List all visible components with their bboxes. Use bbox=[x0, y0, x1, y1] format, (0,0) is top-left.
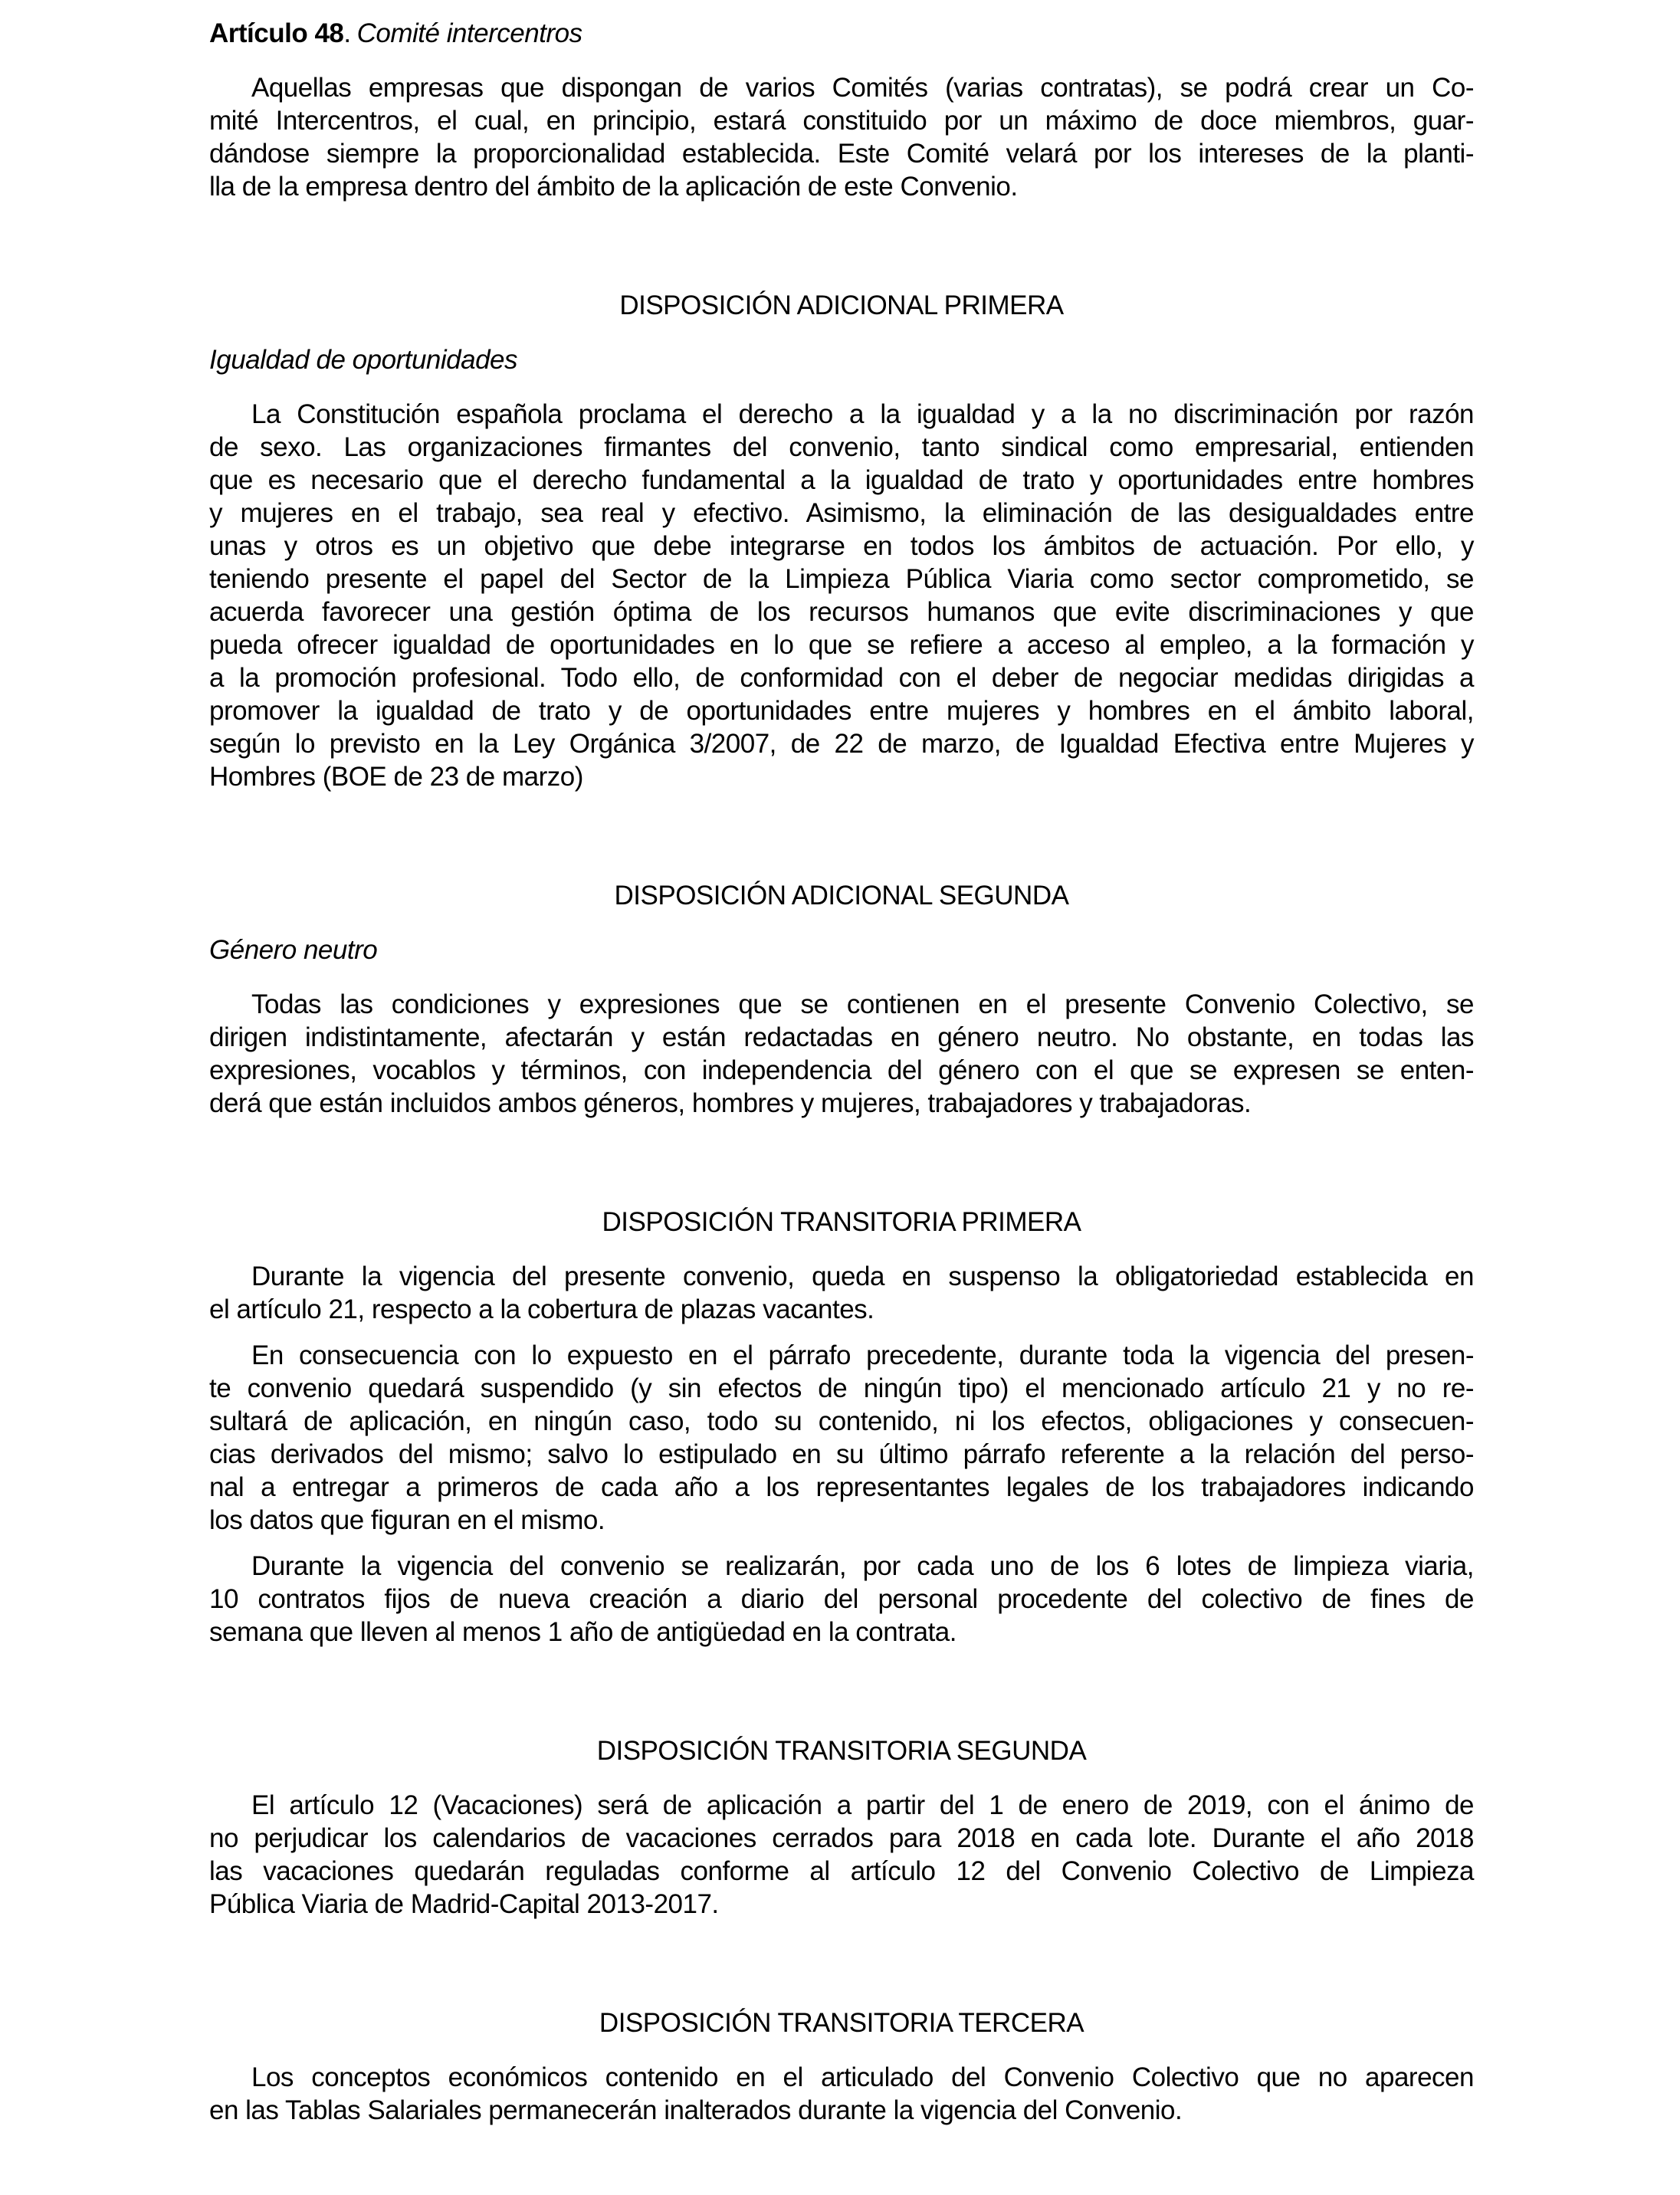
text-line: nal a entregar a primeros de cada año a los representantes legales de los trabajadores indicando bbox=[209, 1472, 1474, 1502]
paragraph bbox=[209, 398, 1474, 793]
text-line: Durante la vigencia del presente convenio, queda en suspenso la obligatoriedad establecida en bbox=[251, 1262, 1474, 1291]
text-line: expresiones, vocablos y términos, con independencia del género con el que se expresen se enten- bbox=[209, 1055, 1474, 1085]
text-line: acuerda favorecer una gestión óptima de los recursos humanos que evite discriminaciones y que bbox=[209, 597, 1474, 627]
section-heading: DISPOSICIÓN TRANSITORIA TERCERA bbox=[599, 2008, 1084, 2038]
section-heading: DISPOSICIÓN ADICIONAL SEGUNDA bbox=[614, 881, 1069, 910]
text-line: promover la igualdad de trato y de oportunidades entre mujeres y hombres en el ámbito laboral, bbox=[209, 696, 1474, 726]
article-number: Artículo 48 bbox=[209, 18, 344, 48]
text-line: dándose siempre la proporcionalidad establecida. Este Comité velará por los intereses de la planti- bbox=[209, 139, 1474, 169]
section-subheading: Género neutro bbox=[209, 935, 378, 965]
paragraph bbox=[209, 1550, 1474, 1649]
text-line: lla de la empresa dentro del ámbito de la aplicación de este Convenio. bbox=[209, 172, 1018, 202]
text-line: pueda ofrecer igualdad de oportunidades en lo que se refiere a acceso al empleo, a la formación y bbox=[209, 630, 1474, 660]
text-line: En consecuencia con lo expuesto en el párrafo precedente, durante toda la vigencia del presen- bbox=[251, 1340, 1474, 1370]
text-line: Los conceptos económicos contenido en el articulado del Convenio Colectivo que no aparecen bbox=[251, 2062, 1474, 2092]
paragraph bbox=[209, 1789, 1474, 1921]
text-line: el artículo 21, respecto a la cobertura de plazas vacantes. bbox=[209, 1294, 874, 1324]
section-heading: DISPOSICIÓN TRANSITORIA SEGUNDA bbox=[596, 1736, 1087, 1766]
text-line: El artículo 12 (Vacaciones) será de aplicación a partir del 1 de enero de 2019, con el ánimo de bbox=[251, 1790, 1474, 1820]
text-line: y mujeres en el trabajo, sea real y efectivo. Asimismo, la eliminación de las desigualdades entre bbox=[209, 498, 1474, 528]
text-line: según lo previsto en la Ley Orgánica 3/2007, de 22 de marzo, de Igualdad Efectiva entre Mujeres y bbox=[209, 729, 1474, 759]
paragraph bbox=[209, 1339, 1474, 1537]
text-line: que es necesario que el derecho fundamental a la igualdad de trato y oportunidades entre hombres bbox=[209, 465, 1474, 495]
paragraph bbox=[209, 2061, 1474, 2127]
text-line: mité Intercentros, el cual, en principio, estará constituido por un máximo de doce miembros, guar- bbox=[209, 106, 1474, 136]
text-line: 10 contratos fijos de nueva creación a diario del personal procedente del colectivo de fines de bbox=[209, 1584, 1474, 1614]
section-heading: DISPOSICIÓN TRANSITORIA PRIMERA bbox=[602, 1207, 1081, 1237]
text-line: teniendo presente el papel del Sector de la Limpieza Pública Viaria como sector comprometido, se bbox=[209, 564, 1474, 594]
text-line: unas y otros es un objetivo que debe integrarse en todos los ámbitos de actuación. Por ello, y bbox=[209, 531, 1474, 561]
text-line: Pública Viaria de Madrid-Capital 2013-2017. bbox=[209, 1889, 719, 1919]
text-line: dirigen indistintamente, afectarán y están redactadas en género neutro. No obstante, en todas las bbox=[209, 1022, 1474, 1052]
article-heading bbox=[209, 17, 1474, 50]
text-line: La Constitución española proclama el derecho a la igualdad y a la no discriminación por razón bbox=[251, 399, 1474, 429]
text-line: los datos que figuran en el mismo. bbox=[209, 1505, 605, 1535]
text-line: sultará de aplicación, en ningún caso, todo su contenido, ni los efectos, obligaciones y consecuen- bbox=[209, 1406, 1474, 1436]
text-line: derá que están incluidos ambos géneros, hombres y mujeres, trabajadores y trabajadoras. bbox=[209, 1088, 1252, 1118]
article-title: Comité intercentros bbox=[356, 18, 582, 48]
paragraph bbox=[209, 1260, 1474, 1326]
text-line: no perjudicar los calendarios de vacaciones cerrados para 2018 en cada lote. Durante el año 2018 bbox=[209, 1823, 1474, 1853]
text-line: a la promoción profesional. Todo ello, de conformidad con el deber de negociar medidas dirigidas a bbox=[209, 663, 1474, 693]
section-subheading: Igualdad de oportunidades bbox=[209, 345, 518, 375]
text-line: de sexo. Las organizaciones firmantes del convenio, tanto sindical como empresarial, entienden bbox=[209, 432, 1474, 462]
text-line: las vacaciones quedarán reguladas conforme al artículo 12 del Convenio Colectivo de Limpieza bbox=[209, 1856, 1474, 1886]
text-line: te convenio quedará suspendido (y sin efectos de ningún tipo) el mencionado artículo 21 y no re- bbox=[209, 1373, 1474, 1403]
text-line: Hombres (BOE de 23 de marzo) bbox=[209, 762, 583, 792]
text-line: Aquellas empresas que dispongan de varios Comités (varias contratas), se podrá crear un Co- bbox=[251, 73, 1474, 103]
text-line: semana que lleven al menos 1 año de antigüedad en la contrata. bbox=[209, 1617, 956, 1647]
paragraph bbox=[209, 71, 1474, 203]
text-line: Durante la vigencia del convenio se realizarán, por cada uno de los 6 lotes de limpieza viaria, bbox=[251, 1551, 1474, 1581]
text-line: Todas las condiciones y expresiones que se contienen en el presente Convenio Colectivo, se bbox=[251, 989, 1474, 1019]
text-line: en las Tablas Salariales permanecerán inalterados durante la vigencia del Convenio. bbox=[209, 2095, 1183, 2125]
section-heading: DISPOSICIÓN ADICIONAL PRIMERA bbox=[619, 290, 1064, 320]
text-line: cias derivados del mismo; salvo lo estipulado en su último párrafo referente a la relación del perso- bbox=[209, 1439, 1474, 1469]
paragraph bbox=[209, 988, 1474, 1120]
article-separator: . bbox=[343, 18, 351, 48]
